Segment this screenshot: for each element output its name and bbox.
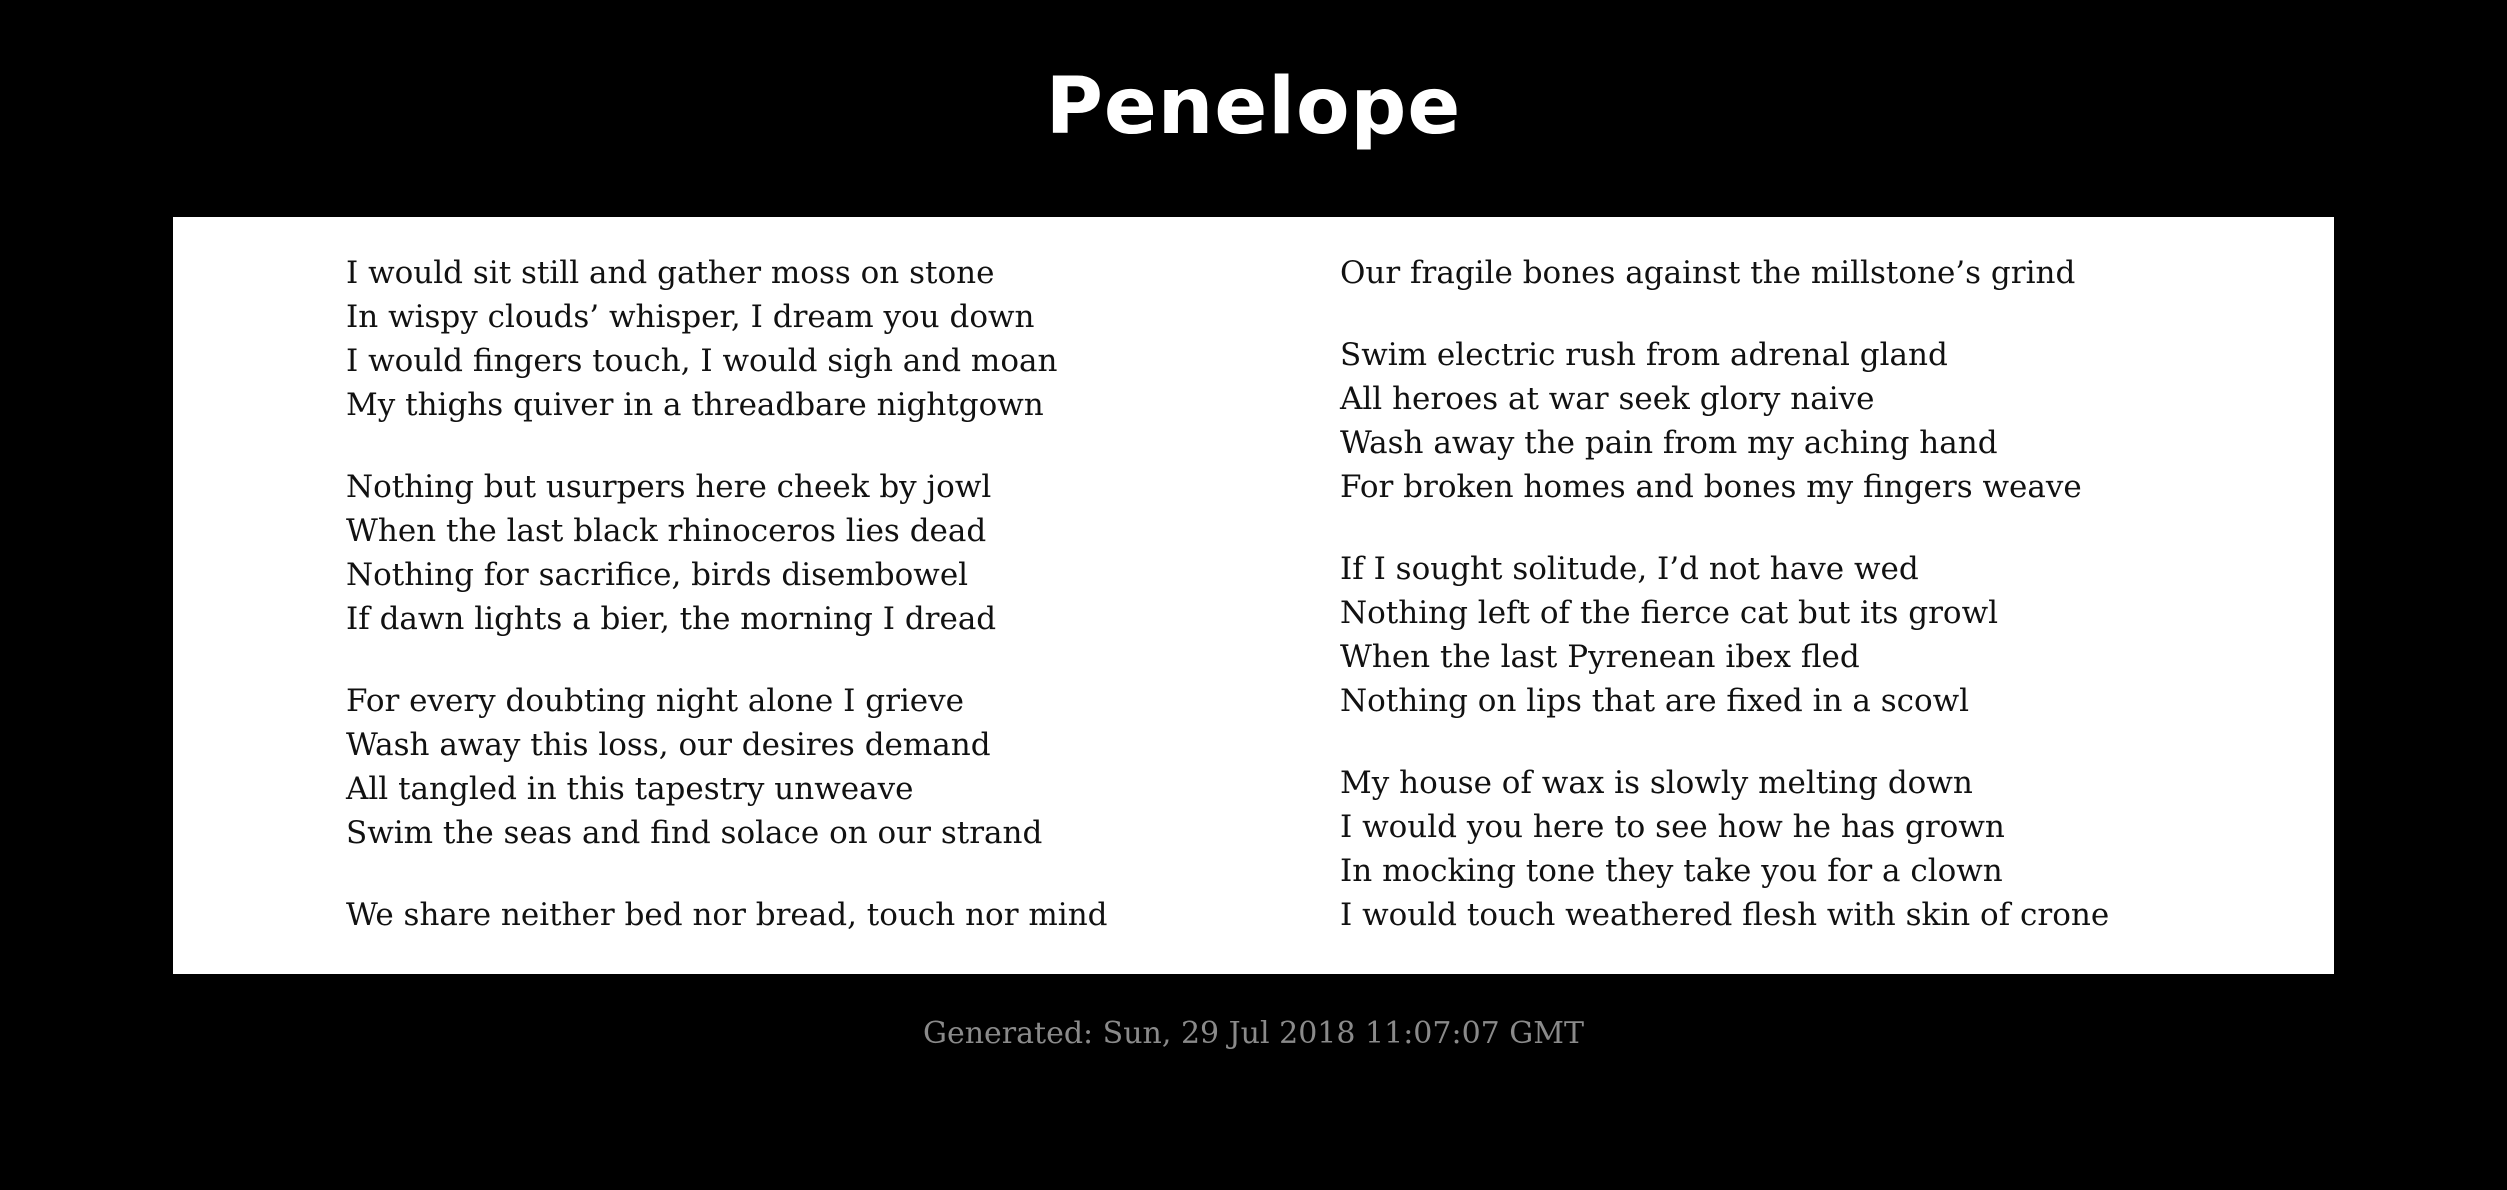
stanza xyxy=(346,893,1108,937)
poem-line: Nothing on lips that are fixed in a scowl xyxy=(1340,683,1970,719)
poem-line: I would touch weathered flesh with skin of crone xyxy=(1340,897,2110,933)
poem-line: Nothing but usurpers here cheek by jowl xyxy=(346,469,992,505)
generated-timestamp: Generated: Sun, 29 Jul 2018 11:07:07 GMT xyxy=(923,1016,1584,1051)
poem-line: When the last black rhinoceros lies dead xyxy=(346,513,987,549)
stanza xyxy=(346,679,1108,855)
stanza xyxy=(1340,761,2109,937)
page-title: Penelope xyxy=(1045,62,1462,152)
poem-line: If I sought solitude, I’d not have wed xyxy=(1340,551,1919,587)
poem-line: Our fragile bones against the millstone’s grind xyxy=(1340,255,2076,291)
poem-line: Swim the seas and find solace on our strand xyxy=(346,815,1043,851)
poem-line: In mocking tone they take you for a clown xyxy=(1340,853,2003,889)
poem-line: If dawn lights a bier, the morning I dread xyxy=(346,601,997,637)
poem-line: All tangled in this tapestry unweave xyxy=(346,771,914,807)
poem-line: My thighs quiver in a threadbare nightgown xyxy=(346,387,1044,423)
poem-line: For broken homes and bones my fingers weave xyxy=(1340,469,2082,505)
poem-line: We share neither bed nor bread, touch nor mind xyxy=(346,897,1108,933)
poem-line: I would you here to see how he has grown xyxy=(1340,809,2005,845)
poem-line: Wash away this loss, our desires demand xyxy=(346,727,991,763)
poem-line: My house of wax is slowly melting down xyxy=(1340,765,1973,801)
stanza xyxy=(346,251,1108,427)
poem-line: I would fingers touch, I would sigh and moan xyxy=(346,343,1058,379)
poem-line: All heroes at war seek glory naive xyxy=(1340,381,1875,417)
stanza xyxy=(1340,251,2109,295)
stanza xyxy=(346,465,1108,641)
poem-column-left xyxy=(346,251,1108,975)
stanza xyxy=(1340,547,2109,723)
poem-line: I would sit still and gather moss on stone xyxy=(346,255,995,291)
stanza xyxy=(1340,333,2109,509)
poem-line: Nothing left of the fierce cat but its growl xyxy=(1340,595,1999,631)
poem-line: Nothing for sacrifice, birds disembowel xyxy=(346,557,969,593)
poem-column-right xyxy=(1340,251,2109,975)
poem-panel xyxy=(173,217,2334,974)
poem-line: When the last Pyrenean ibex fled xyxy=(1340,639,1860,675)
poem-line: Swim electric rush from adrenal gland xyxy=(1340,337,1948,373)
poem-line: Wash away the pain from my aching hand xyxy=(1340,425,1998,461)
poem-line: In wispy clouds’ whisper, I dream you down xyxy=(346,299,1035,335)
poem-line: For every doubting night alone I grieve xyxy=(346,683,965,719)
